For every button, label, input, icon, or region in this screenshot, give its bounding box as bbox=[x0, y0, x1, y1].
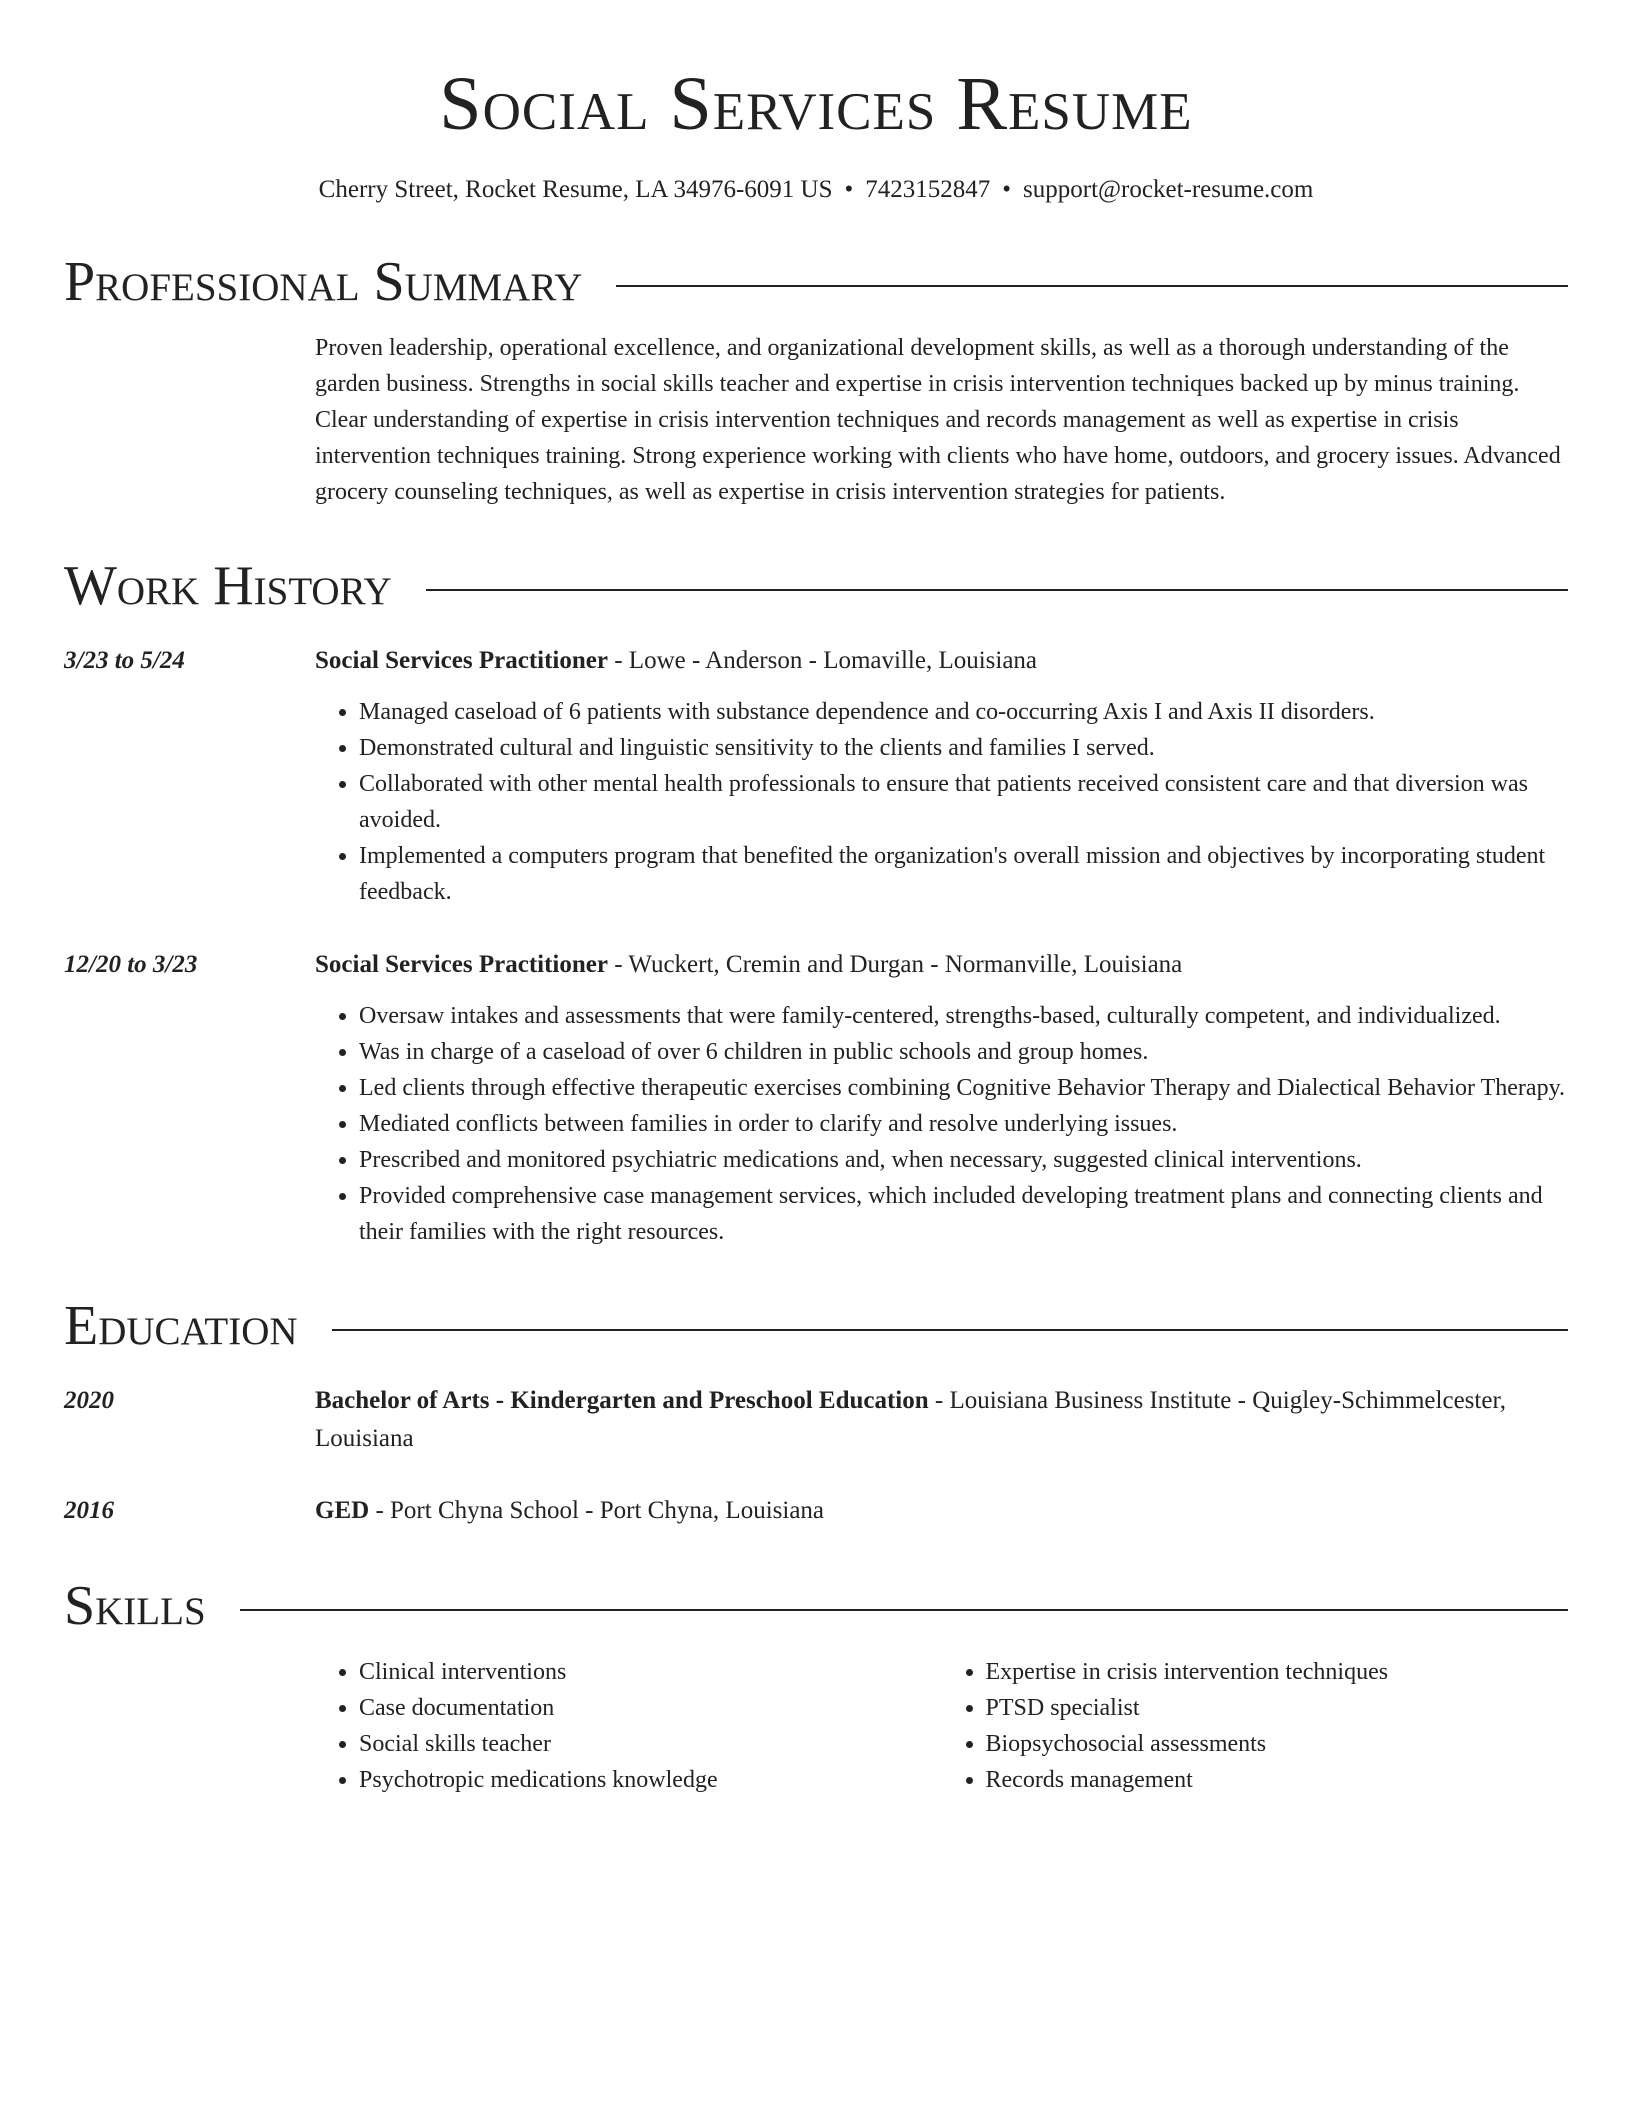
list-item: • Biopsychosocial assessments bbox=[986, 1726, 1569, 1762]
job-employer: - Lowe - Anderson - Lomaville, Louisiana bbox=[607, 647, 1038, 674]
job-entry bbox=[64, 946, 1568, 1250]
contact-separator: • bbox=[1002, 176, 1012, 203]
education-year: 2016 bbox=[64, 1497, 114, 1524]
list-item: • Psychotropic medications knowledge bbox=[359, 1762, 942, 1798]
list-item: • Implemented a computers program that benefited the organization's overall mission and objectives by incorporating student feedback. bbox=[359, 838, 1568, 910]
section-professional-summary bbox=[64, 250, 1568, 314]
list-item: • Expertise in crisis intervention techniques bbox=[986, 1654, 1569, 1690]
section-divider bbox=[332, 1329, 1568, 1331]
section-title: Education bbox=[64, 1295, 298, 1357]
section-divider bbox=[426, 589, 1568, 591]
list-item: • Case documentation bbox=[359, 1690, 942, 1726]
skills-column-right bbox=[942, 1654, 1569, 1798]
skills-list bbox=[315, 1654, 1568, 1798]
section-title: Skills bbox=[64, 1575, 206, 1637]
job-heading bbox=[315, 642, 1568, 680]
section-work-history bbox=[64, 554, 1568, 618]
list-item: • Clinical interventions bbox=[359, 1654, 942, 1690]
job-title: Social Services Practitioner bbox=[315, 647, 608, 674]
job-bullets bbox=[315, 694, 1568, 910]
section-title: Professional Summary bbox=[64, 251, 583, 313]
education-heading bbox=[315, 1492, 1568, 1530]
job-bullets bbox=[315, 998, 1568, 1250]
contact-separator: • bbox=[844, 176, 854, 203]
list-item: • Managed caseload of 6 patients with substance dependence and co-occurring Axis I and Axis II disorders. bbox=[359, 694, 1568, 730]
contact-line bbox=[64, 174, 1568, 206]
section-title: Work History bbox=[64, 555, 392, 617]
job-dates: 3/23 to 5/24 bbox=[64, 647, 185, 674]
education-degree: GED bbox=[315, 1497, 370, 1524]
education-entry bbox=[64, 1382, 1568, 1458]
job-employer: - Wuckert, Cremin and Durgan - Normanville, Louisiana bbox=[607, 951, 1183, 978]
job-heading bbox=[315, 946, 1568, 984]
list-item: • Prescribed and monitored psychiatric medications and, when necessary, suggested clinical interventions. bbox=[359, 1142, 1568, 1178]
section-divider bbox=[240, 1609, 1568, 1611]
list-item: • Provided comprehensive case management services, which included developing treatment plans and connecting clients and their families with the right resources. bbox=[359, 1178, 1568, 1250]
section-divider bbox=[616, 285, 1568, 287]
job-entry bbox=[64, 642, 1568, 910]
summary-text: Proven leadership, operational excellence, and organizational development skills, as well as a thorough understanding of the garden business. Strengths in social skills teacher and expertise in crisis intervention techniques backed up by minus training. Clear understanding of expertise in crisis intervention techniques and records management as well as expertise in crisis intervention techniques training. Strong experience working with clients who have home, outdoors, and grocery issues. Advanced grocery counseling techniques, as well as expertise in crisis intervention strategies for patients. bbox=[315, 335, 1561, 505]
job-title: Social Services Practitioner bbox=[315, 951, 608, 978]
list-item: • Oversaw intakes and assessments that were family-centered, strengths-based, culturally competent, and individualized. bbox=[359, 998, 1568, 1034]
section-skills bbox=[64, 1574, 1568, 1638]
education-entry bbox=[64, 1492, 1568, 1530]
list-item: • Social skills teacher bbox=[359, 1726, 942, 1762]
contact-address: Cherry Street, Rocket Resume, LA 34976-6091 US bbox=[318, 176, 833, 203]
list-item: • Was in charge of a caseload of over 6 children in public schools and group homes. bbox=[359, 1034, 1568, 1070]
list-item: • Demonstrated cultural and linguistic sensitivity to the clients and families I served. bbox=[359, 730, 1568, 766]
section-education bbox=[64, 1294, 1568, 1358]
education-year: 2020 bbox=[64, 1387, 114, 1414]
education-heading bbox=[315, 1382, 1568, 1458]
contact-phone: 7423152847 bbox=[865, 176, 991, 203]
list-item: • Led clients through effective therapeutic exercises combining Cognitive Behavior Therapy and Dialectical Behavior Therapy. bbox=[359, 1070, 1568, 1106]
job-dates: 12/20 to 3/23 bbox=[64, 951, 198, 978]
list-item: • Mediated conflicts between families in order to clarify and resolve underlying issues. bbox=[359, 1106, 1568, 1142]
list-item: • PTSD specialist bbox=[986, 1690, 1569, 1726]
education-school: - Louisiana Business Institute - Quigley-Schimmelcester, Louisiana bbox=[315, 1387, 1507, 1452]
skills-column-left bbox=[315, 1654, 942, 1798]
education-school: - Port Chyna School - Port Chyna, Louisiana bbox=[369, 1497, 825, 1524]
education-degree: Bachelor of Arts - Kindergarten and Preschool Education bbox=[315, 1387, 929, 1414]
list-item: • Records management bbox=[986, 1762, 1569, 1798]
contact-email: support@rocket-resume.com bbox=[1023, 176, 1314, 203]
list-item: • Collaborated with other mental health professionals to ensure that patients received consistent care and that diversion was avoided. bbox=[359, 766, 1568, 838]
resume-name: Social Services Resume bbox=[439, 62, 1193, 146]
